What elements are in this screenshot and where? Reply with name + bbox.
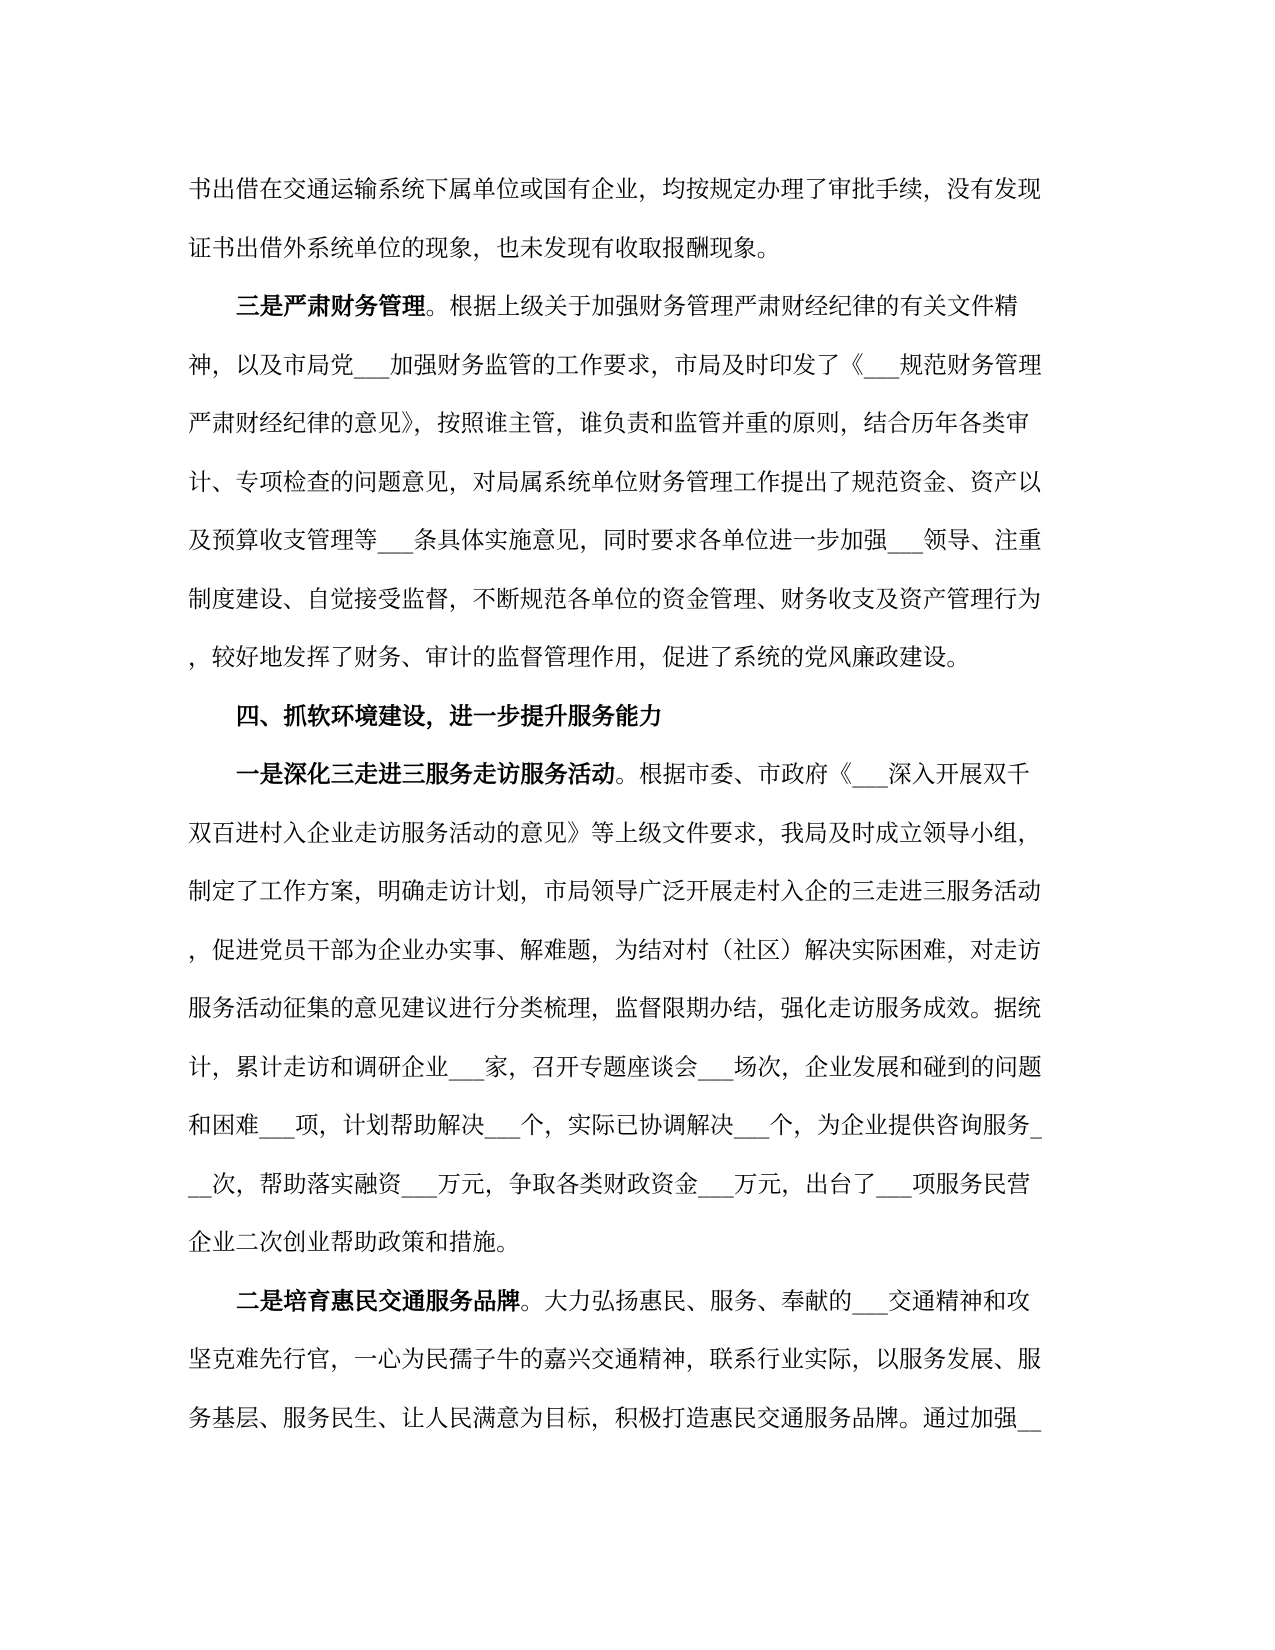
line-text: 服务活动征集的意见建议进行分类梳理，监督限期办结，强化走访服务成效。据统 [188,994,1042,1022]
line-text: 坚克难先行官，一心为民孺子牛的嘉兴交通精神，联系行业实际，以服务发展、服 [188,1345,1042,1373]
text-line [188,453,1088,512]
line-text: 制定了工作方案，明确走访计划，市局领导广泛开展走村入企的三走进三服务活动 [188,877,1042,905]
line-text: 双百进村入企业走访服务活动的意见》等上级文件要求，我局及时成立领导小组， [188,818,1042,847]
text-line [188,1272,1088,1331]
text-line [188,979,1088,1038]
line-text: 书出借在交通运输系统下属单位或国有企业，均按规定办理了审批手续，没有发现 [188,175,1042,203]
text-line [188,1389,1088,1448]
text-line [188,862,1088,921]
text-line [188,336,1088,395]
text-line [188,1155,1088,1214]
text-line [188,570,1088,629]
section-heading [188,687,1088,746]
line-text: 和困难___项，计划帮助解决___个，实际已协调解决___个，为企业提供咨询服务_ [188,1111,1043,1139]
line-text: 企业二次创业帮助政策和措施。 [188,1228,520,1256]
line-text: 。根据上级关于加强财务管理严肃财经纪律的有关文件精 [425,292,1019,320]
text-line [188,394,1088,453]
text-line [188,511,1088,570]
text-line [188,160,1088,219]
line-text: 。根据市委、市政府《___深入开展双千 [615,760,1031,788]
text-line [188,804,1088,863]
text-line [188,219,1088,278]
document-page [188,160,1088,1447]
text-line [188,921,1088,980]
line-text: 严肃财经纪律的意见》，按照谁主管，谁负责和监管并重的原则，结合历年各类审 [188,409,1030,437]
text-line [188,277,1088,336]
line-heading: 二是培育惠民交通服务品牌 [236,1286,521,1315]
line-heading: 一是深化三走进三服务走访服务活动 [236,760,616,788]
text-line [188,1038,1088,1097]
line-text: 务基层、服务民生、让人民满意为目标，积极打造惠民交通服务品牌。通过加强__ [188,1403,1042,1432]
line-text: 制度建设、自觉接受监督，不断规范各单位的资金管理、财务收支及资产管理行为 [188,584,1042,613]
text-line [188,745,1088,804]
line-text: 。大力弘扬惠民、服务、奉献的___交通精神和攻 [520,1286,1031,1315]
line-text: ，较好地发挥了财务、审计的监督管理作用，促进了系统的党风廉政建设。 [188,643,971,671]
line-text: __次，帮助落实融资___万元，争取各类财政资金___万元，出台了___项服务民营 [188,1169,1031,1198]
line-text: 及预算收支管理等___条具体实施意见，同时要求各单位进一步加强___领导、注重 [188,526,1042,554]
text-line [188,1213,1088,1272]
text-line [188,628,1088,687]
line-text: ，促进党员干部为企业办实事、解难题，为结对村（社区）解决实际困难，对走访 [188,935,1042,964]
text-line [188,1330,1088,1389]
line-text: 计、专项检查的问题意见，对局属系统单位财务管理工作提出了规范资金、资产以 [188,467,1042,496]
line-text: 神，以及市局党___加强财务监管的工作要求，市局及时印发了《___规范财务管理 [188,350,1042,379]
text-line [188,1096,1088,1155]
line-text: 计，累计走访和调研企业___家，召开专题座谈会___场次，企业发展和碰到的问题 [188,1052,1042,1081]
line-text: 证书出借外系统单位的现象，也未发现有收取报酬现象。 [188,233,781,262]
line-heading: 三是严肃财务管理 [236,292,426,320]
line-heading: 四、抓软环境建设，进一步提升服务能力 [236,701,663,730]
